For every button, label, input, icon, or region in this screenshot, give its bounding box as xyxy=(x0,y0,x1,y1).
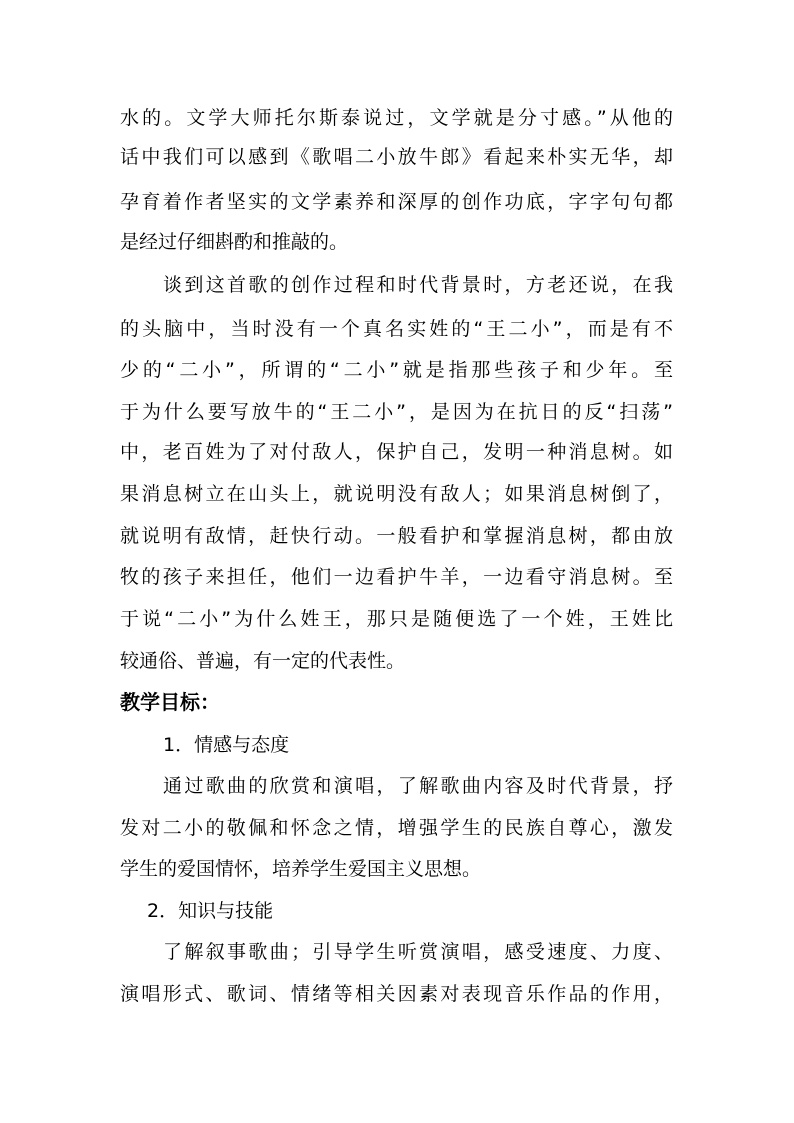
paragraph-2-line-3: 少的“二小”，所谓的“二小”就是指那些孩子和少年。至 xyxy=(120,359,673,381)
section-2-title: 2．知识与技能 xyxy=(147,900,274,922)
paragraph-1-line-2: 话中我们可以感到《歌唱二小放牛郎》看起来朴实无华，却 xyxy=(120,146,673,168)
section-2-line-1: 了解叙事歌曲；引导学生听赏演唱，感受速度、力度、 xyxy=(163,941,673,963)
paragraph-2-line-10: 较通俗、普遍，有一定的代表性。 xyxy=(120,650,406,672)
paragraph-2-line-4: 于为什么要写放牛的“王二小”，是因为在抗日的反“扫荡” xyxy=(120,401,673,423)
paragraph-2-line-7: 就说明有敌情，赶快行动。一般看护和掌握消息树，都由放 xyxy=(120,525,673,547)
paragraph-1-line-4: 是经过仔细斟酌和推敲的。 xyxy=(120,231,349,253)
paragraph-2-line-6: 果消息树立在山头上，就说明没有敌人；如果消息树倒了， xyxy=(120,483,673,505)
section-1-line-3: 学生的爱国情怀，培养学生爱国主义思想。 xyxy=(120,858,482,880)
paragraph-2-line-5: 中，老百姓为了对付敌人，保护自己，发明一种消息树。如 xyxy=(120,441,673,463)
paragraph-2-line-1: 谈到这首歌的创作过程和时代背景时，方老还说，在我 xyxy=(163,274,673,296)
section-heading: 教学目标： xyxy=(120,690,220,714)
paragraph-2-line-8: 牧的孩子来担任，他们一边看护牛羊，一边看守消息树。至 xyxy=(120,566,673,588)
section-2-line-2: 演唱形式、歌词、情绪等相关因素对表现音乐作品的作用， xyxy=(120,983,673,1005)
paragraph-1-line-1: 水的。文学大师托尔斯泰说过，文学就是分寸感。”从他的 xyxy=(120,107,673,129)
section-1-title: 1．情感与态度 xyxy=(163,734,290,756)
section-1-line-1: 通过歌曲的欣赏和演唱，了解歌曲内容及时代背景，抒 xyxy=(163,775,673,797)
section-1-line-2: 发对二小的敬佩和怀念之情，增强学生的民族自尊心，激发 xyxy=(120,817,673,839)
paragraph-2-line-2: 的头脑中，当时没有一个真名实姓的“王二小”，而是有不 xyxy=(120,318,673,340)
paragraph-1-line-3: 孕育着作者坚实的文学素养和深厚的创作功底，字字句句都 xyxy=(120,191,673,213)
paragraph-2-line-9: 于说“二小”为什么姓王，那只是随便选了一个姓，王姓比 xyxy=(120,608,673,630)
